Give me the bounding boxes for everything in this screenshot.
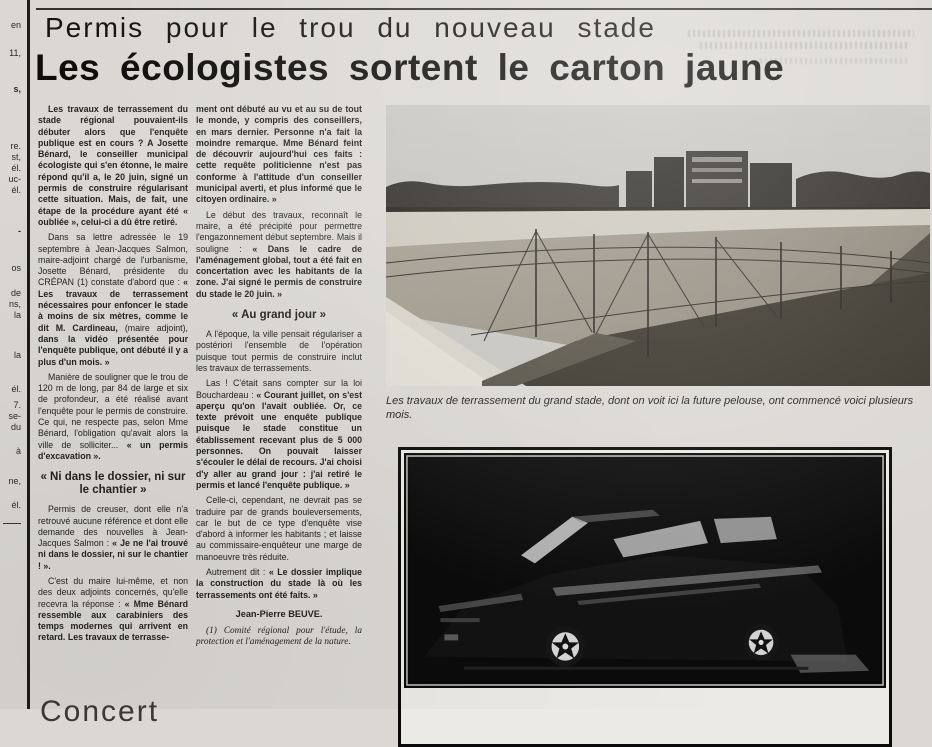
bold-text-segment: « Ni dans le dossier, ni sur le chantier » — [40, 471, 186, 497]
paragraph-body — [196, 210, 362, 300]
left-margin-text-fragments — [0, 0, 24, 709]
text-segment: Manière de souligner que le trou de 120 m de long, par 84 de large et six de profondeur, a été réalisé avant l'enquête pour le permis de construire. Ce qui, ne respecte pas, selon Mme Bénard, l'obligation qu'avait alors la ville de solliciter... — [38, 371, 188, 450]
stadium-photo-graphic — [386, 105, 930, 386]
column-divider-rule — [27, 0, 30, 709]
next-article-headline-fragment: Concert — [40, 695, 160, 728]
text-segment: (1) Comité régional pour l'étude, la protection et l'aménagement de la nature. — [196, 626, 362, 648]
margin-text-fragment: s, — [13, 84, 21, 94]
margin-text-fragment: —— — [3, 518, 21, 528]
car-advertisement-image — [405, 454, 885, 687]
bold-text-segment: « Courant juillet, on s'est aperçu qu'on l'avait oubliée. Or, ce texte prévoit une enquête publique puisque le stade constitue un établissement recevant plus de 5 000 personnes. On pouvait laisser s'écouler le délai de recours. J'ai choisi d'y aller au grand jour : j'ai retiré le permis et lancé l'enquête publique. » — [196, 389, 362, 490]
margin-text-fragment: él. — [11, 163, 21, 173]
paragraph-body — [196, 378, 362, 491]
main-headline: Les écologistes sortent le carton jaune — [35, 47, 785, 88]
margin-text-fragment: - — [18, 226, 21, 236]
margin-text-fragment: uc- — [8, 174, 21, 184]
bold-text-segment: ment ont débuté au vu et au su de tout le monde, y compris des conseillers, en mars dernier. Personne n'a fait la moindre remarque. Mme Bénard feint de découvrir aujourd'hui ces faits : cette requête politicienne n'est pas conforme à l'attitude d'un conseiller municipal averti, et plus informé que le citoyen ordinaire. » — [196, 104, 362, 205]
margin-text-fragment: la — [13, 310, 21, 320]
paragraph-byline — [196, 609, 362, 620]
bold-text-segment: « Les travaux de terrassement nécessaires pour enfoncer le stade à moins de six mètres, comme le dit M. Cardineau, — [38, 277, 188, 333]
paragraph-body — [38, 504, 188, 572]
paragraph-lead-cont — [196, 104, 362, 206]
margin-text-fragment: st, — [11, 152, 21, 162]
article-column-2 — [196, 104, 362, 706]
car-photo-graphic — [405, 454, 885, 687]
text-segment: Dans sa lettre adressée le 19 septembre à Jean-Jacques Salmon, maire-adjoint chargé de l'urbanisme, Josette Bénard, présidente du CRÉPAN (1) constate d'abord que : — [38, 232, 188, 288]
paragraph-body — [196, 495, 362, 563]
margin-text-fragment: él. — [11, 500, 21, 510]
margin-text-fragment: la — [13, 350, 21, 360]
car-advertisement — [398, 447, 892, 747]
paragraph-footnote — [196, 626, 362, 649]
margin-text-fragment: ne, — [8, 476, 21, 486]
paragraph-body — [196, 567, 362, 601]
margin-text-fragment: à — [15, 446, 21, 456]
margin-text-fragment: du — [10, 422, 21, 432]
margin-text-fragment: de — [10, 288, 21, 298]
text-segment: Las ! C'était sans compter sur la loi Bouchardeau : — [196, 378, 362, 400]
paragraph-subhead — [38, 471, 188, 497]
margin-text-fragment: 11, — [9, 48, 21, 58]
text-segment: Celle-ci, cependant, ne devrait pas se traduire par de grands bouleversements, car le but de ce type d'enquête vise d'abord à informer les habitants ; et laisse au commissaire-enquêteur une marge de manoeuvre très réduite. — [196, 495, 362, 562]
margin-text-fragment: él. — [11, 384, 21, 394]
bold-text-segment: « Au grand jour » — [231, 309, 327, 322]
paragraph-body — [196, 329, 362, 374]
front-wheel — [546, 626, 585, 667]
bold-text-segment: « Mme Bénard ressemble aux carabiniers des temps modernes qui arrivent en retard. Les travaux de terrasse- — [38, 598, 188, 643]
margin-text-fragment: re. — [10, 141, 21, 151]
bold-text-segment: « un permis d'excavation ». — [38, 439, 188, 461]
article-column-1 — [38, 104, 188, 694]
margin-text-fragment: él. — [11, 185, 21, 195]
text-segment: C'est du maire lui-même, et non des deux adjoints concernés, qu'elle recevra la réponse : — [38, 575, 188, 609]
bold-text-segment: « Dans le cadre de l'aménagement global, tout a été fait en concertation avec les habitants de la zone. J'ai signé le permis de construire du stade le 20 juin. » — [196, 243, 362, 299]
margin-text-fragment: 7. — [13, 400, 21, 410]
margin-text-fragment: se- — [8, 411, 21, 421]
bold-text-segment: « Le dossier implique la construction du stade là où les terrassements ont été faits. » — [196, 566, 362, 600]
margin-text-fragment: ns, — [8, 299, 21, 309]
text-segment: A l'époque, la ville pensait régulariser a postériori l'ensemble de l'opération puisque tout permis de construire inclut les travaux de terrassements. — [196, 329, 362, 373]
margin-text-fragment: en — [10, 20, 21, 30]
paragraph-body — [38, 372, 188, 462]
margin-text-fragment: os — [11, 263, 21, 273]
top-horizontal-rule — [36, 8, 932, 10]
bold-text-segment: Les travaux de terrassement du stade régional pouvaient-ils débuter alors que l'enquête publique est en cours ? A Josette Bénard, le conseiller municipal écologiste qui s'en étonne, le maire répond qu'il a, le 20 juin, signé un permis de construire régularisant cette situation. Mais, de fait, une étape de la procédure ayant été « oubliée », celui-ci a dû être retiré. — [38, 104, 188, 227]
kicker-headline: Permis pour le trou du nouveau stade — [45, 12, 656, 43]
text-segment: Permis de creuser, dont elle n'a retrouvé aucune référence et dont elle demande des nouvelles à Jean-Jacques Salmon : — [38, 504, 188, 549]
paragraph-body — [38, 232, 188, 368]
paragraph-lead — [38, 104, 188, 228]
bold-text-segment: « Je ne l'ai trouvé ni dans le dossier, ni sur le chantier ! ». — [38, 538, 188, 571]
paragraph-body — [38, 576, 188, 644]
photo-caption: Les travaux de terrassement du grand stade, dont on voit ici la future pelouse, ont commencé voici plusieurs mois. — [386, 395, 914, 421]
rear-wheel — [743, 624, 778, 660]
text-segment: Autrement dit : — [206, 566, 269, 577]
bold-text-segment: Jean-Pierre BEUVE. — [235, 608, 323, 619]
text-segment: (maire adjoint), — [124, 322, 188, 333]
bold-text-segment: dans la vidéo présentée pour l'enquête publique, ont débuté il y a plus d'un mois. » — [38, 333, 188, 367]
paragraph-subhead — [196, 309, 362, 322]
text-segment: Le début des travaux, reconnaît le maire, a été précipité pour permettre l'engazonnement début septembre. Mais il souligne : — [196, 209, 362, 254]
stadium-worksite-photo — [386, 105, 930, 386]
